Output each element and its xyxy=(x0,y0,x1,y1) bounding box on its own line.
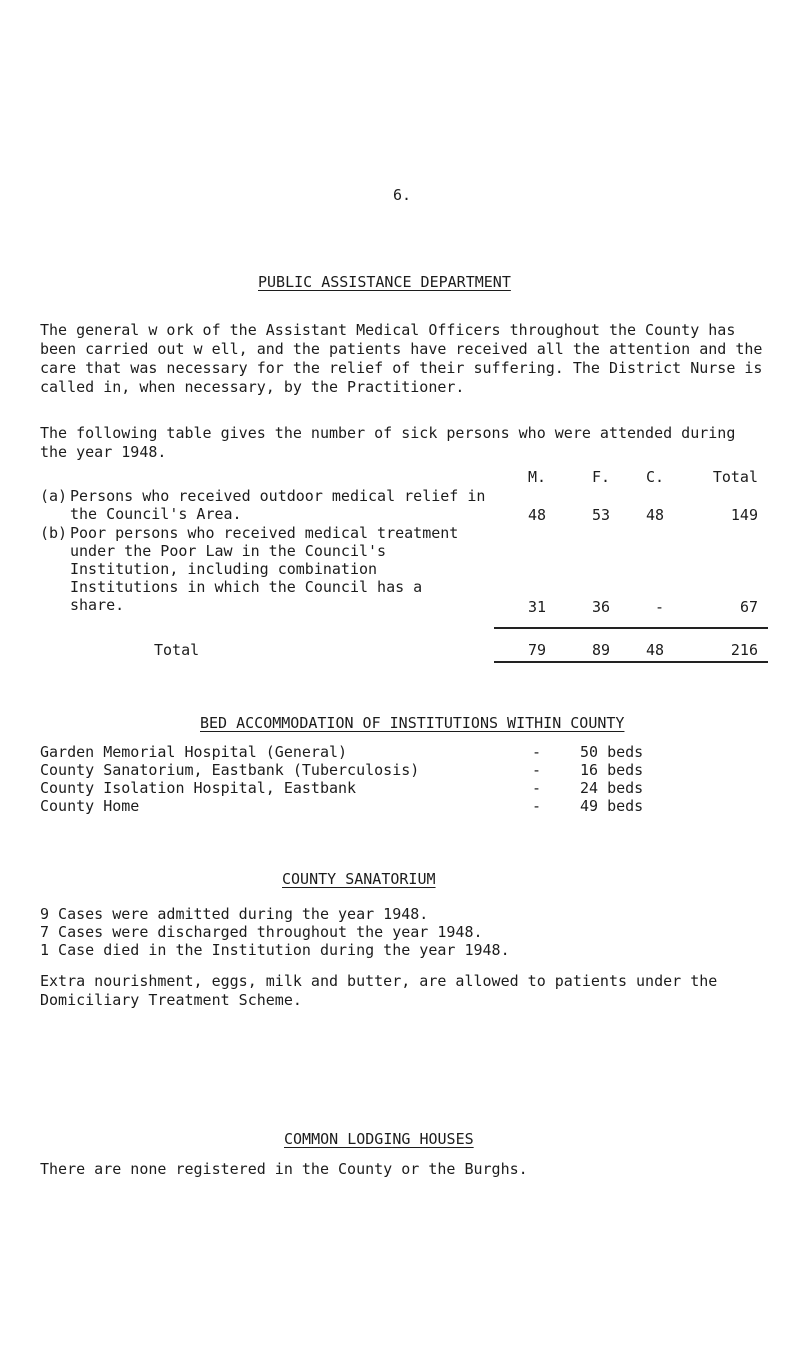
institution-beds: 50 beds xyxy=(580,743,644,761)
row-b-label: (b) xyxy=(40,524,68,542)
institution-dash: - xyxy=(532,743,542,761)
row-a-children: 48 xyxy=(645,506,664,524)
table-intro-paragraph: The following table gives the number of sick persons who were attended during the year 1948. xyxy=(40,424,736,461)
public-assistance-paragraph: The general w ork of the Assistant Medical Officers throughout the County has been carried out w ell, and the patients have received all the attention and the care that was necessary for the relief of their suffering. The District Nurse is called in, when necessary, by the Practitioner. xyxy=(40,321,763,396)
institution-name: County Isolation Hospital, Eastbank xyxy=(40,779,357,797)
extra-nourishment-paragraph: Extra nourishment, eggs, milk and butter, are allowed to patients under the Domiciliary Treatment Scheme. xyxy=(40,972,718,1009)
institution-dash: - xyxy=(532,761,542,779)
row-a-label: (a) xyxy=(40,487,68,505)
row-a-total: 149 xyxy=(730,506,758,524)
institution-dash: - xyxy=(532,779,542,797)
institution-dash: - xyxy=(532,797,542,815)
total-row-label: Total xyxy=(154,641,200,659)
column-header-female: F. xyxy=(591,468,610,486)
sanatorium-line: 7 Cases were discharged throughout the year 1948. xyxy=(40,923,483,941)
county-sanatorium-heading: COUNTY SANATORIUM xyxy=(282,870,436,888)
row-b-total: 67 xyxy=(739,598,758,616)
row-b-children: - xyxy=(654,598,664,616)
column-header-children: C. xyxy=(645,468,664,486)
common-lodging-text: There are none registered in the County or the Burghs. xyxy=(40,1160,528,1178)
row-a-male: 48 xyxy=(527,506,546,524)
total-row-children: 48 xyxy=(645,641,664,659)
bed-accommodation-heading: BED ACCOMMODATION OF INSTITUTIONS WITHIN COUNTY xyxy=(200,714,625,732)
institution-name: County Home xyxy=(40,797,140,815)
institution-name: County Sanatorium, Eastbank (Tuberculosis) xyxy=(40,761,420,779)
row-b-female: 36 xyxy=(591,598,610,616)
total-row-male: 79 xyxy=(527,641,546,659)
row-b-description: Poor persons who received medical treatment under the Poor Law in the Council's Institution, including combination Institutions in which the Council has a share. xyxy=(70,524,459,614)
column-header-total: Total xyxy=(712,468,758,486)
row-a-description: Persons who received outdoor medical relief in the Council's Area. xyxy=(70,487,486,523)
institution-beds: 16 beds xyxy=(580,761,644,779)
column-header-male: M. xyxy=(527,468,546,486)
table-rule-top xyxy=(494,627,768,629)
common-lodging-heading: COMMON LODGING HOUSES xyxy=(284,1130,474,1148)
row-b-male: 31 xyxy=(527,598,546,616)
table-rule-bottom xyxy=(494,661,768,663)
institution-beds: 49 beds xyxy=(580,797,644,815)
page-number: 6. xyxy=(393,186,412,204)
sanatorium-line: 9 Cases were admitted during the year 1948. xyxy=(40,905,429,923)
institution-beds: 24 beds xyxy=(580,779,644,797)
institution-name: Garden Memorial Hospital (General) xyxy=(40,743,348,761)
total-row-female: 89 xyxy=(591,641,610,659)
public-assistance-heading: PUBLIC ASSISTANCE DEPARTMENT xyxy=(258,273,511,291)
sanatorium-line: 1 Case died in the Institution during the year 1948. xyxy=(40,941,510,959)
total-row-total: 216 xyxy=(730,641,758,659)
row-a-female: 53 xyxy=(591,506,610,524)
